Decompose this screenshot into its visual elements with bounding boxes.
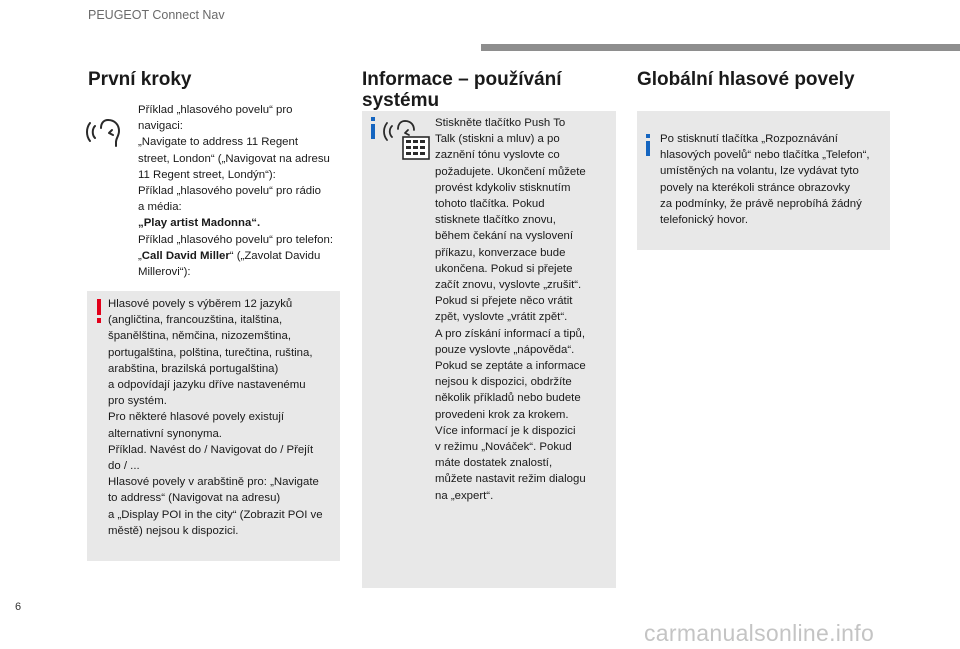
section-title-global-voice: Globální hlasové povely [637,69,855,90]
text-line: na „expert“. [435,489,494,502]
header-title: PEUGEOT Connect Nav [88,8,225,22]
section-title-system-info: Informace – používání systému [362,69,562,111]
text-line: provést kdykoliv stisknutím [435,181,571,194]
text-line: zaznění tónu vyslovte co [435,149,560,162]
text-line: Více informací je k dispozici [435,424,576,437]
text-line: Stiskněte tlačítko Push To [435,117,566,129]
text-line: Hlasové povely v arabštině pro: „Navigate [108,476,319,489]
global-voice-text [660,131,870,228]
warning-text [108,296,323,539]
text-line: nejsou k dispozici, obdržíte [435,376,572,389]
text-line: Po stisknutí tlačítka „Rozpoznávání [660,133,838,145]
system-info-text [435,115,586,504]
text-line: A pro získání informací a tipů, [435,327,586,340]
watermark: carmanualsonline.info [644,620,875,646]
voice-command-icon [86,116,128,148]
text-line: ukončena. Pokud si přejete [435,262,573,275]
text-line: Pokud si přejete něco vrátit [435,295,573,308]
text-line: za podmínky, že právě neprobíhá žádný [660,197,862,210]
text-line: a „Display POI in the city“ (Zobrazit POI ve [108,508,323,521]
exclamation-icon [96,299,102,323]
text-line: telefonický hovor. [660,214,749,227]
text-line: požadujete. Ukončení můžete [435,165,586,178]
text-line: Hlasové povely s výběrem 12 jazyků [108,298,293,310]
text-line: do / ... [108,460,140,473]
voice-keyboard-icon [381,117,431,161]
text-line: a odpovídají jazyku dříve nastavenému [108,379,306,392]
text-line: začít znovu, vyslovte „zrušit“. [435,279,582,292]
text-line: to address“ (Navigovat na adresu) [108,492,281,505]
section-title-first-steps: První kroky [88,69,192,90]
text-line: Talk (stiskni a mluv) a po [435,133,560,146]
text-line: několik příkladů nebo budete [435,392,581,405]
text-line: pro systém. [108,395,167,408]
text-line: tohoto tlačítka. Pokud [435,198,545,211]
text-line: v režimu „Nováček“. Pokud [435,441,572,454]
intro-text: Příklad „hlasového povelu“ pro navigaci: „Navigate to address 11 Regent street, London“ („Navigovat na adresu 11 Regent street, Londýn“): Příklad „hlasového povelu“ pro rádio a média: „Play artist Madonna“. Příklad „hlasového povelu“ pro telefon: „Call David Miller“ („Zavolat Davidu Millerovi“): [138,104,334,279]
text-line: pouze vyslovte „nápověda“. [435,343,575,356]
header-bar [481,44,960,51]
text-line: můžete nastavit režim dialogu [435,473,586,486]
text-line: Pokud se zeptáte a informace [435,360,586,373]
text-line: Pro některé hlasové povely existují [108,411,285,424]
text-line: povely na kterékoli stránce obrazovky [660,181,850,194]
text-line: (angličtina, francouzština, italština, [108,314,283,327]
info-icon [370,117,376,139]
page-number: 6 [15,601,22,613]
text-line: stisknete tlačítko znovu, [435,214,556,227]
text-line: hlasových povelů“ nebo tlačítka „Telefon“, [660,149,870,162]
text-line: alternativní synonyma. [108,427,222,440]
text-line: španělština, němčina, nizozemština, [108,330,291,343]
text-line: umístěných na volantu, lze vydávat tyto [660,165,859,178]
text-line: máte dostatek znalostí, [435,457,553,470]
text-line: příkazu, konverzace bude [435,246,566,259]
text-line: městě) nejsou k dispozici. [108,524,239,537]
info-icon [645,134,651,156]
text-line: arabština, brazilská portugalština) [108,362,279,375]
text-line: provedeni krok za krokem. [435,408,569,421]
text-line: portugalština, polština, turečtina, ruština, [108,346,313,359]
text-line: zpět, vyslovte „vrátit zpět“. [435,311,568,324]
text-line: Příklad. Navést do / Navigovat do / Přejít [108,443,314,456]
text-line: během čekání na vyslovení [435,230,574,243]
